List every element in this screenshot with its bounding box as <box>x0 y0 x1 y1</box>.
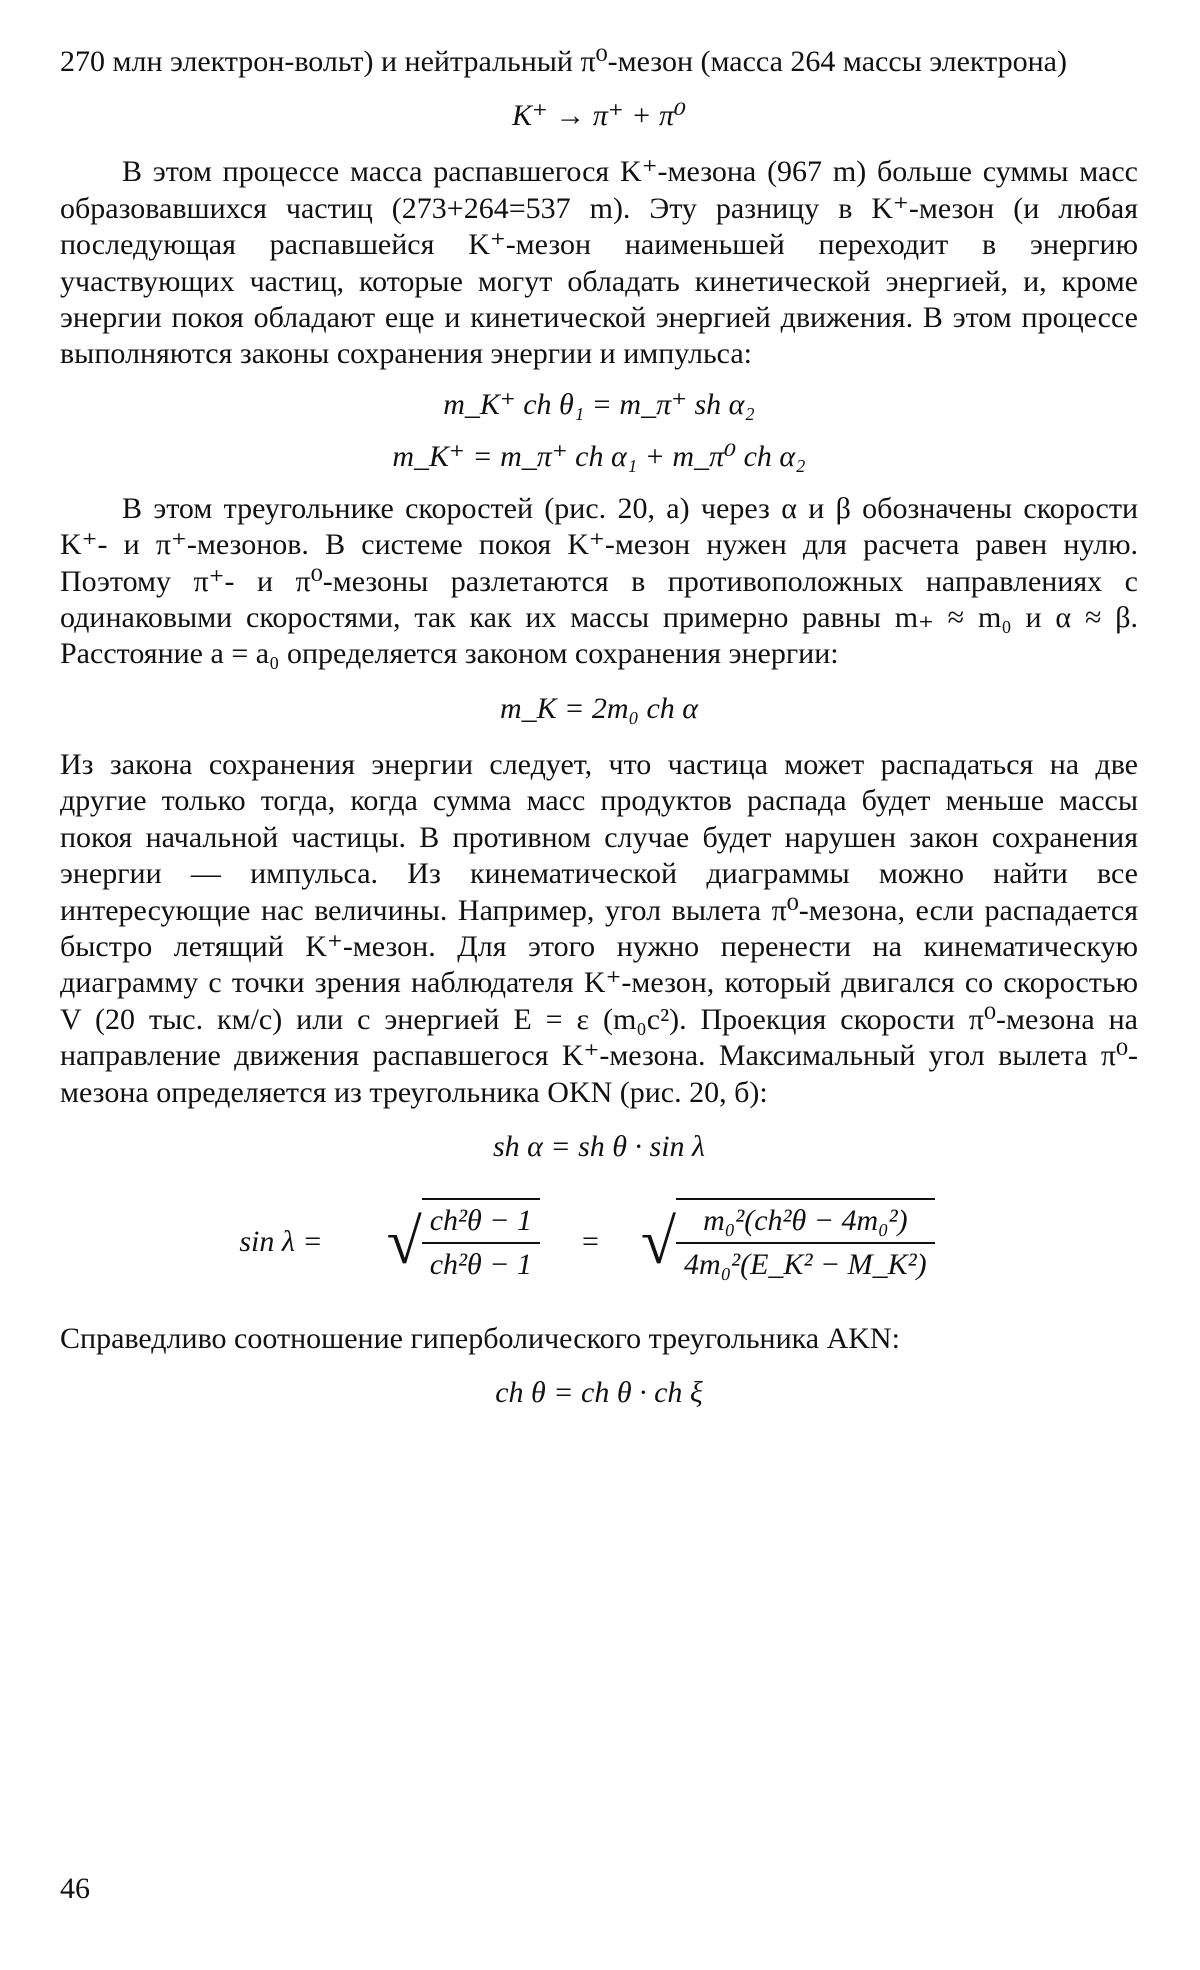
formula-root-2 <box>641 1198 935 1286</box>
formula-momentum: m_K⁺ ch θ₁ = m_π⁺ sh α₂ <box>443 387 755 421</box>
paragraph-intro: 270 млн электрон-вольт) и нейтральный π⁰-мезон (масса 264 массы электрона) <box>60 45 1067 78</box>
fraction-2 <box>676 1198 935 1286</box>
fraction-1-denominator: ch²θ − 1 <box>429 1247 532 1281</box>
formula-sin-lambda-lhs: sin λ = <box>239 1224 323 1258</box>
formula-sh-relation: sh α = sh θ · sin λ <box>492 1129 706 1163</box>
sqrt-icon: √ <box>640 1205 677 1277</box>
formula-energy: m_K⁺ = m_π⁺ ch α₁ + m_π⁰ ch α₂ <box>392 439 806 473</box>
formula-root-1 <box>387 1198 540 1286</box>
paragraph-hyperbolic-triangle: Справедливо соотношение гиперболического треугольника AKN: <box>60 1321 900 1355</box>
fraction-1 <box>422 1198 540 1286</box>
paragraph-energy-conservation: В этом процессе масса распавшегося K⁺-мезона (967 m) больше суммы масс образовавшихся частиц (273+264=537 m). Эту разницу в K⁺-мезон (и любая последующая распавшейся K⁺-мезон наименьшей переходит в энергию участвующих частиц, которые могут обладать кинетической энергией, и, кроме энергии покоя обладают еще и кинетической энергией движения. В этом процессе выполняются законы сохранения энергии и импульса: <box>60 155 1138 371</box>
paragraph-velocity-triangle: В этом треугольнике скоростей (рис. 20, а) через α и β обозначены скорости K⁺- и π⁺-мезонов. В системе покоя K⁺-мезон нужен для расчета равен нулю. Поэтому π⁺- и π⁰-мезоны разлетаются в противоположных направлениях с одинаковыми скоростями, так как их массы примерно равны m₊ ≈ m₀ и α ≈ β. Расстояние a = a₀ определяется законом сохранения энергии: <box>60 491 1138 671</box>
formula-decay-reaction: K⁺ → π⁺ + π⁰ <box>511 99 686 133</box>
formula-ch-relation: ch θ = ch θ · ch ξ <box>495 1376 703 1410</box>
sqrt-icon: √ <box>386 1205 422 1277</box>
fraction-2-numerator: m₀²(ch²θ − 4m₀²) <box>703 1203 908 1237</box>
formula-mass-relation: m_K = 2m₀ ch α <box>499 691 699 725</box>
fraction-1-numerator: ch²θ − 1 <box>429 1203 532 1237</box>
fraction-2-denominator: 4m₀²(E_K² − M_K²) <box>684 1247 927 1281</box>
formula-sin-lambda <box>60 1187 1138 1297</box>
equals-sign: = <box>581 1224 599 1258</box>
paragraph-kinematic-diagram: Из закона сохранения энергии следует, что частица может распадаться на две другие только тогда, когда сумма масс продуктов распада будет меньше массы покоя начальной частицы. В противном случае будет нарушен закон сохранения энергии — импульса. Из кинематической диаграммы можно найти все интересующие нас величины. Например, угол вылета π⁰-мезона, если распадается быстро летящий K⁺-мезон. Для этого нужно перенести на кинематическую диаграмму с точки зрения наблюдателя K⁺-мезон, который двигался со скоростью V (20 тыс. км/с) или с энергией E = ε (m₀c²). Проекция скорости π⁰-мезона на направление движения распавшегося K⁺-мезона. Максимальный угол вылета π⁰-мезона определяется из треугольника OKN (рис. 20, б): <box>60 747 1138 1109</box>
page-number: 46 <box>60 1872 90 1905</box>
